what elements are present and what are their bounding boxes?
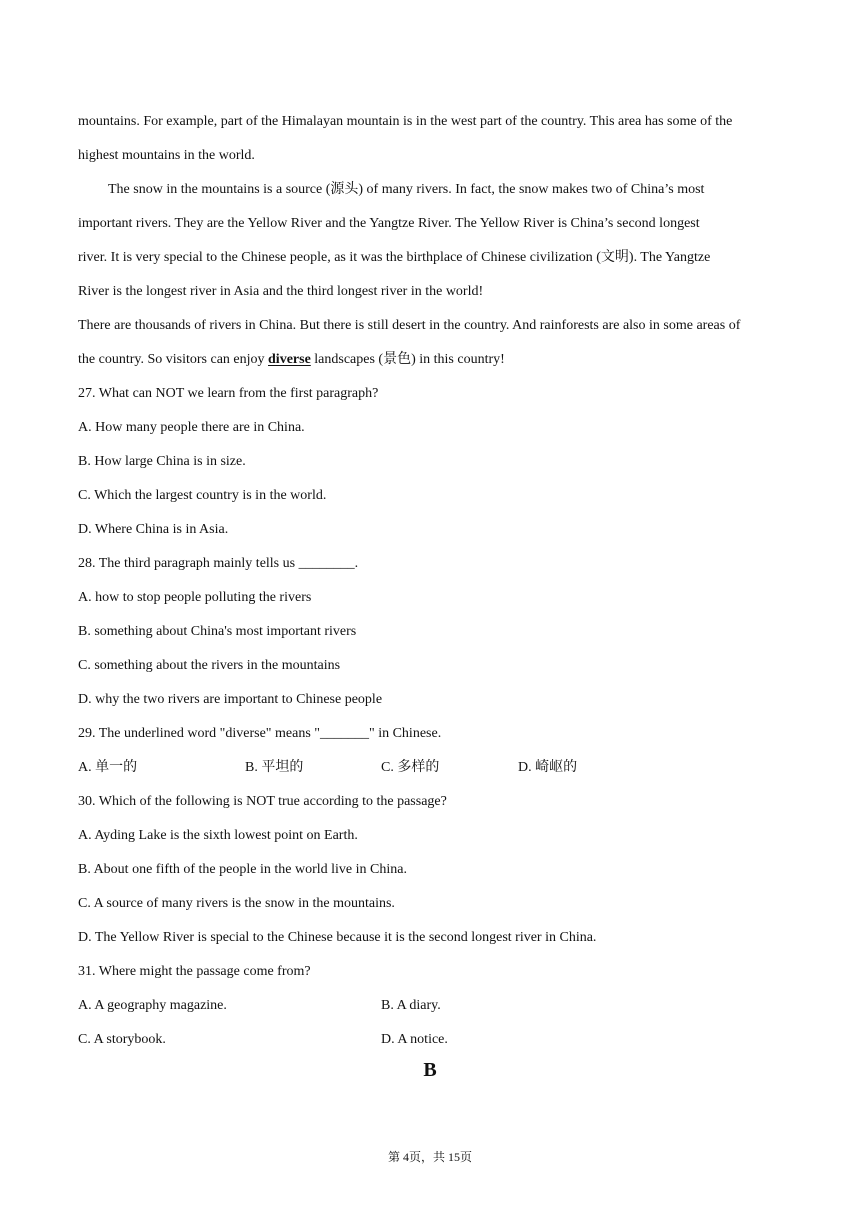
passage-line: There are thousands of rivers in China. But there is still desert in the country. And rainforests are also in some areas of — [78, 318, 741, 333]
answer-option: D. 崎岖的 — [518, 760, 578, 775]
answer-option: D. why the two rivers are important to Chinese people — [78, 692, 383, 707]
question-stem: 28. The third paragraph mainly tells us ________. — [78, 556, 359, 571]
answer-option: B. 平坦的 — [245, 760, 304, 775]
document-body — [78, 105, 788, 1057]
passage-line: river. It is very special to the Chinese people, as it was the birthplace of Chinese civilization (文明). The Yangtze — [78, 250, 711, 265]
answer-option: A. how to stop people polluting the rivers — [78, 590, 312, 605]
passage-line: mountains. For example, part of the Himalayan mountain is in the west part of the country. This area has some of the — [78, 114, 733, 129]
answer-option: C. A source of many rivers is the snow in the mountains. — [78, 896, 395, 911]
answer-option: C. something about the rivers in the mountains — [78, 658, 341, 673]
passage-line: highest mountains in the world. — [78, 148, 255, 163]
answer-option: C. Which the largest country is in the world. — [78, 488, 327, 503]
answer-option: D. The Yellow River is special to the Chinese because it is the second longest river in China. — [78, 930, 597, 945]
page-footer: 第 4页，共 15页 — [387, 1150, 472, 1164]
answer-options-row — [78, 751, 788, 785]
answer-option: C. 多样的 — [381, 760, 440, 775]
passage-line: The snow in the mountains is a source (源头) of many rivers. In fact, the snow makes two of China’s most — [108, 182, 705, 197]
answer-options-row — [78, 1023, 788, 1057]
answer-option: A. A geography magazine. — [78, 998, 227, 1013]
passage-text: landscapes (景色) in this country! — [310, 352, 505, 367]
answer-option: B. How large China is in size. — [78, 454, 246, 469]
answer-option: A. How many people there are in China. — [78, 420, 305, 435]
passage-line: important rivers. They are the Yellow River and the Yangtze River. The Yellow River is China’s second longest — [78, 216, 700, 231]
underlined-word: diverse — [268, 352, 311, 367]
question-stem: 29. The underlined word "diverse" means "_______" in Chinese. — [78, 726, 442, 741]
answer-option: C. A storybook. — [78, 1032, 166, 1047]
answer-option: A. 单一的 — [78, 760, 138, 775]
answer-option: A. Ayding Lake is the sixth lowest point on Earth. — [78, 828, 358, 843]
passage-text: the country. So visitors can enjoy — [78, 352, 269, 367]
passage-line — [78, 343, 788, 377]
answer-option: B. About one fifth of the people in the world live in China. — [78, 862, 407, 877]
answer-option: B. A diary. — [381, 998, 441, 1013]
answer-option: D. Where China is in Asia. — [78, 522, 229, 537]
answer-option: D. A notice. — [381, 1032, 448, 1047]
answer-option: B. something about China's most important rivers — [78, 624, 357, 639]
section-heading: B — [423, 1059, 437, 1081]
question-stem: 31. Where might the passage come from? — [78, 964, 311, 979]
question-stem: 27. What can NOT we learn from the first paragraph? — [78, 386, 379, 401]
question-stem: 30. Which of the following is NOT true according to the passage? — [78, 794, 447, 809]
passage-line: River is the longest river in Asia and the third longest river in the world! — [78, 284, 484, 299]
answer-options-row — [78, 989, 788, 1023]
